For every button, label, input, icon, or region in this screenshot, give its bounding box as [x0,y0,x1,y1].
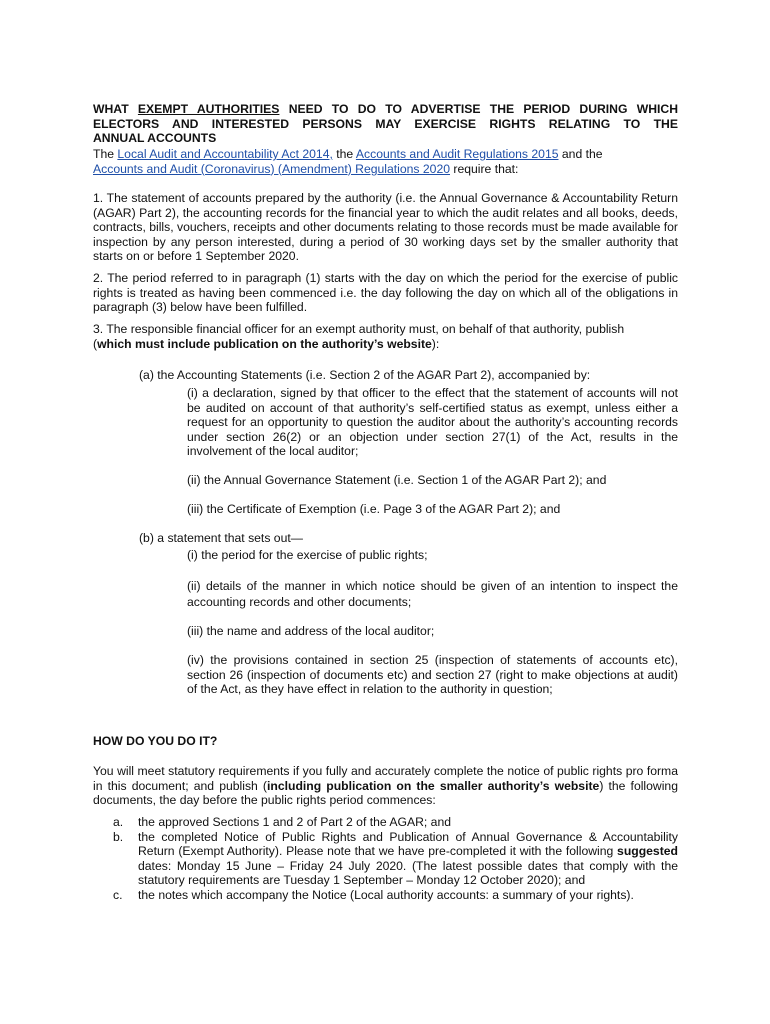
website-publication-note: including publication on the smaller authority’s website [267,778,600,793]
paragraph-1: 1. The statement of accounts prepared by the authority (i.e. the Annual Governance & Accountability Return (AGAR) Part 2), the accounting records for the financial year to which the audit relates and all books, deeds, contracts, bills, vouchers, receipts and other documents relating to those records must be made available for inspection by any person interested, during a period of 30 working days set by the smaller authority that starts on or before 1 September 2020. [93,191,678,264]
list-item: b. the completed Notice of Public Rights and Publication of Annual Governance & Accountability Return (Exempt Authority). Please note that we have pre-completed it with the following suggested dates: Monday 15 June – Friday 24 July 2020. (The latest possible dates that comply with the statutory requirements are Tuesday 1 September – Monday 12 October 2020); and [113,829,678,888]
page-title [93,102,678,146]
section-b-item-i: (i) the period for the exercise of public rights; [187,548,428,562]
intro-paragraph: The Local Audit and Accountability Act 2014, the Accounts and Audit Regulations 2015 and the Accounts and Audit (Coronavirus) (Amendment) Regulations 2020 require that: [93,147,603,176]
how-heading: HOW DO YOU DO IT? [93,734,218,748]
title-line-2: ELECTORS AND INTERESTED PERSONS MAY EXERCISE RIGHTS RELATING TO THE [93,116,678,131]
section-a-item-i: (i) a declaration, signed by that officer to the effect that the statement of accounts will not be audited on account of that authority’s self-certified status as exempt, unless either a request for an opportunity to question the auditor about the authority’s accounting records under section 26(2) or an objection under section 27(1) of the Act, results in the involvement of the local auditor; [187,386,678,459]
list-marker: c. [113,887,123,902]
list-item: c. the notes which accompany the Notice (Local authority accounts: a summary of your rights). [113,887,634,902]
website-requirement: which must include publication on the authority’s website [97,336,432,351]
paragraph-2: 2. The period referred to in paragraph (1) starts with the day on which the period for the exercise of public rights is treated as having been commenced i.e. the day following the day on which all of the obligations in paragraph (3) below have been fulfilled. [93,271,678,315]
list-marker: a. [113,815,124,829]
suggested-emphasis: suggested [617,844,678,859]
title-line-3: ANNUAL ACCOUNTS [93,131,217,146]
section-a-item-iii: (iii) the Certificate of Exemption (i.e. Page 3 of the AGAR Part 2); and [187,502,561,516]
link-accounts-audit-regulations[interactable]: Accounts and Audit Regulations 2015 [355,147,559,161]
title-line-1: WHAT EXEMPT AUTHORITIES NEED TO DO TO ADVERTISE THE PERIOD DURING WHICH [93,102,679,116]
section-b-item-iv: (iv) the provisions contained in section 25 (inspection of statements of accounts etc), section 26 (inspection of documents etc) and section 27 (right to make objections at audit) of the Act, as they have effect in relation to the authority in question; [187,653,678,697]
title-underlined: EXEMPT AUTHORITIES [137,102,280,116]
section-a-heading: (a) the Accounting Statements (i.e. Section 2 of the AGAR Part 2), accompanied by: [139,368,591,382]
link-local-audit-act[interactable]: Local Audit and Accountability Act 2014, [117,147,333,161]
link-coronavirus-regulations[interactable]: Accounts and Audit (Coronavirus) (Amendment) Regulations 2020 [93,161,451,176]
how-paragraph: You will meet statutory requirements if you fully and accurately complete the notice of public rights pro forma in this document; and publish (including publication on the smaller authority’s website) the following documents, the day before the public rights period commences: [93,764,678,808]
section-b-item-ii: (ii) details of the manner in which notice should be given of an intention to inspect the accounting records and other documents; [187,579,678,609]
list-item: a. the approved Sections 1 and 2 of Part 2 of the AGAR; and [113,815,452,829]
section-a-item-ii: (ii) the Annual Governance Statement (i.e. Section 1 of the AGAR Part 2); and [187,473,607,487]
section-b-item-iii: (iii) the name and address of the local auditor; [187,624,435,638]
list-marker: b. [113,829,124,844]
section-b-heading: (b) a statement that sets out— [139,531,303,545]
how-list [93,815,678,903]
paragraph-3: 3. The responsible financial officer for an exempt authority must, on behalf of that authority, publish (which must include publication on the authority’s website): [93,322,625,351]
